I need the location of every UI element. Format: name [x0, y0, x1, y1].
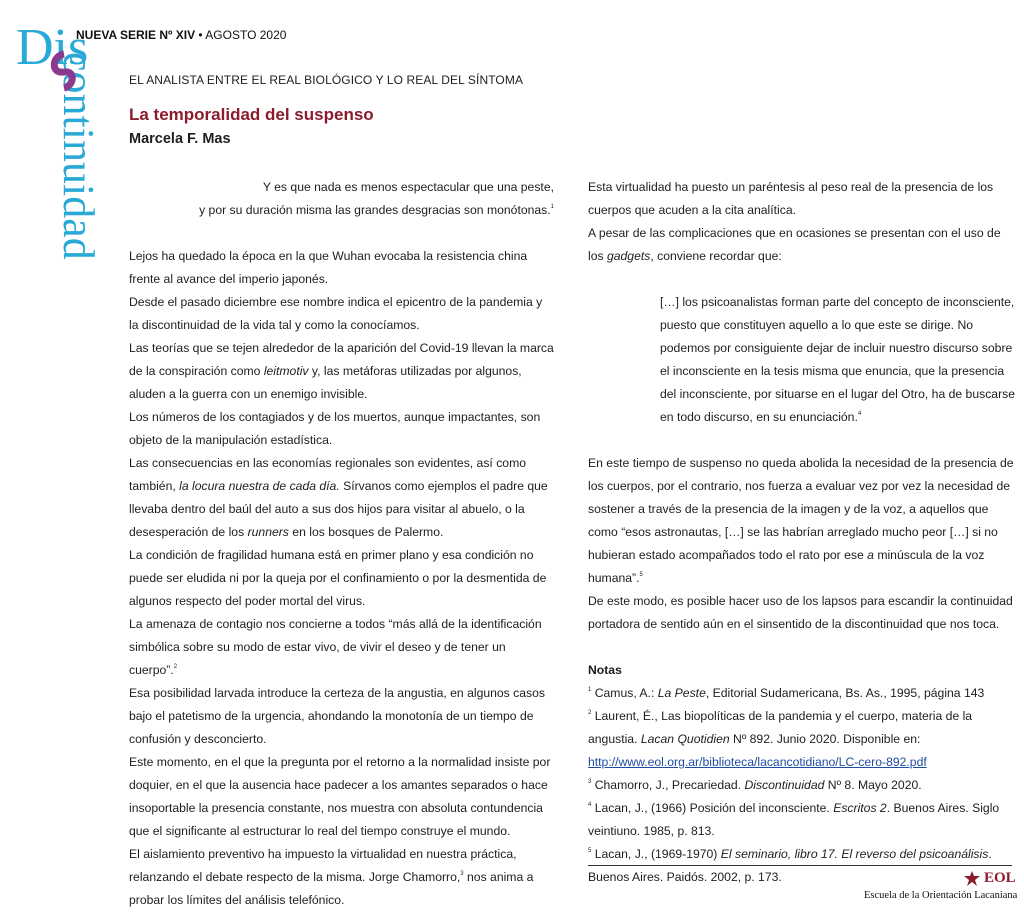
eol-name: Escuela de la Orientación Lacaniana: [864, 890, 1018, 901]
epigraph: [129, 176, 554, 222]
note-item: $^5$ Lacan, J., (1969-1970) El seminario, libro 17. El reverso del psicoanálisis. Buenos Aires. Paidós. 2002, p. 173.: [588, 847, 992, 884]
block-quote: […] los psicoanalistas forman parte del concepto de inconsciente, puesto que constituyen aquello a lo que este se dirige. No podemos por consiguiente dejar de incluir nuestro discurso sobre el inconsciente en la tesis misma que enuncia, que la presencia del inconsciente, por situarse en el lugar del Otro, ha de buscarse en todo discurso, en su enunciación.$^4$: [660, 295, 1015, 424]
paragraph: Las teorías que se tejen alrededor de la aparición del Covid-19 llevan la marca de la conspiración como leitmotiv y, las metáforas utilizadas por algunos, aluden a la guerra con un enemigo invisible.: [129, 341, 554, 401]
paragraph: La condición de fragilidad humana está en primer plano y esa condición no puede ser eludida ni por la queja por el confinamiento o por la desmentida de algunos respecto del poder mortal del virus.: [129, 548, 547, 608]
paragraph: Las consecuencias en las economías regionales son evidentes, así como también, la locura nuestra de cada día. Sírvanos como ejemplos el padre que llevaba dentro del baúl del auto a sus dos hijos para visitar al abuelo, o la desesperación de los runners en los bosques de Palermo.: [129, 456, 548, 539]
article-title: La temporalidad del suspenso: [129, 105, 374, 124]
note-item: $^4$ Lacan, J., (1966) Posición del inconsciente. Escritos 2. Buenos Aires. Siglo veintiuno. 1985, p. 813.: [588, 801, 1000, 838]
right-column: [588, 176, 1016, 889]
eol-emblem-icon: [962, 870, 982, 888]
left-column: [129, 176, 554, 912]
series-line: [76, 28, 286, 42]
epigraph-line-2: y por su duración misma las grandes desgracias son monótonas.: [199, 203, 551, 217]
article-author: Marcela F. Mas: [129, 131, 231, 147]
paragraph: Desde el pasado diciembre ese nombre indica el epicentro de la pandemia y la discontinuidad de la vida tal y como la conocíamos.: [129, 295, 543, 332]
note-item: $^2$ Laurent, É., Las biopolíticas de la pandemia y el cuerpo, materia de la angustia. Lacan Quotidien Nº 892. Junio 2020. Disponible en: http://www.eol.org.ar/biblioteca/lacancotidiano/LC-cero-892.pdf: [588, 709, 973, 769]
footnote-ref[interactable]: 1: [550, 204, 554, 210]
paragraph: Lejos ha quedado la época en la que Wuhan evocaba la resistencia china frente al avance del imperio japonés.: [129, 249, 528, 286]
paragraph: A pesar de las complicaciones que en ocasiones se presentan con el uso de los gadgets, conviene recordar que:: [588, 226, 1001, 263]
series-number: NUEVA SERIE Nº XIV: [76, 28, 196, 42]
paragraph: De este modo, es posible hacer uso de los lapsos para escandir la continuidad portadora de sentido aún en el sinsentido de la discontinuidad que nos toca.: [588, 594, 1013, 631]
note-link[interactable]: http://www.eol.org.ar/biblioteca/lacancotidiano/LC-cero-892.pdf: [588, 755, 927, 769]
footer-divider: [588, 865, 1012, 866]
footnote-ref[interactable]: 5: [639, 572, 643, 578]
discontinuidad-logo: [12, 12, 112, 262]
paragraph: En este tiempo de suspenso no queda abolida la necesidad de la presencia de los cuerpos, por el contrario, nos fuerza a evaluar vez por vez la necesidad de sostener a través de la presencia de la imagen y de la voz, a aquellos que como “esos astronautas, […] se las habrían arreglado mucho peor […] si no hubieran estado acompañados todo el rato por ese a minúscula de la voz humana”.$^5$: [588, 456, 1014, 585]
epigraph-line-1: Y es que nada es menos espectacular que una peste,: [262, 180, 554, 194]
logo-dis-text: Dis: [16, 19, 89, 76]
series-date: • AGOSTO 2020: [195, 28, 287, 42]
footnote-ref[interactable]: 2: [173, 664, 178, 670]
note-item: $^3$ Chamorro, J., Precariedad. Discontinuidad Nº 8. Mayo 2020.: [588, 778, 922, 792]
footnote-ref[interactable]: 4: [857, 411, 862, 417]
footnote-ref[interactable]: 3: [460, 871, 464, 877]
paragraph: Este momento, en el que la pregunta por el retorno a la normalidad insiste por doquier, en el que la ausencia hace padecer a los amantes separados o hace insoportable la presencia constante, nos muestra con absoluta contundencia que el significante al estructurar lo real del tiempo construye el mundo.: [129, 755, 551, 838]
notes-heading: Notas: [588, 663, 622, 677]
eol-logo-text: EOL: [984, 870, 1016, 886]
paragraph: Esa posibilidad larvada introduce la certeza de la angustia, en algunos casos bajo el patetismo de la urgencia, ahondando la monotonía de un tiempo de confusión y desconcierto.: [129, 686, 545, 746]
logo-vertical-text: continuidad: [54, 52, 103, 260]
note-item: $^1$ Camus, A.: La Peste, Editorial Sudamericana, Bs. As., 1995, página 143: [588, 686, 985, 700]
paragraph: El aislamiento preventivo ha impuesto la virtualidad en nuestra práctica, relanzando el debate respecto de la misma. Jorge Chamorro,$^3$ nos anima a probar los límites del análisis telefónico.: [129, 847, 534, 907]
paragraph: Esta virtualidad ha puesto un paréntesis al peso real de la presencia de los cuerpos que acuden a la cita analítica.: [588, 180, 994, 217]
section-heading: EL ANALISTA ENTRE EL REAL BIOLÓGICO Y LO REAL DEL SÍNTOMA: [129, 73, 524, 87]
paragraph: Los números de los contagiados y de los muertos, aunque impactantes, son objeto de la manipulación estadística.: [129, 410, 541, 447]
paragraph: La amenaza de contagio nos concierne a todos “más allá de la identificación simbólica sobre su modo de estar vivo, de vivir el deseo y de tener un cuerpo”.$^2$: [129, 617, 542, 677]
